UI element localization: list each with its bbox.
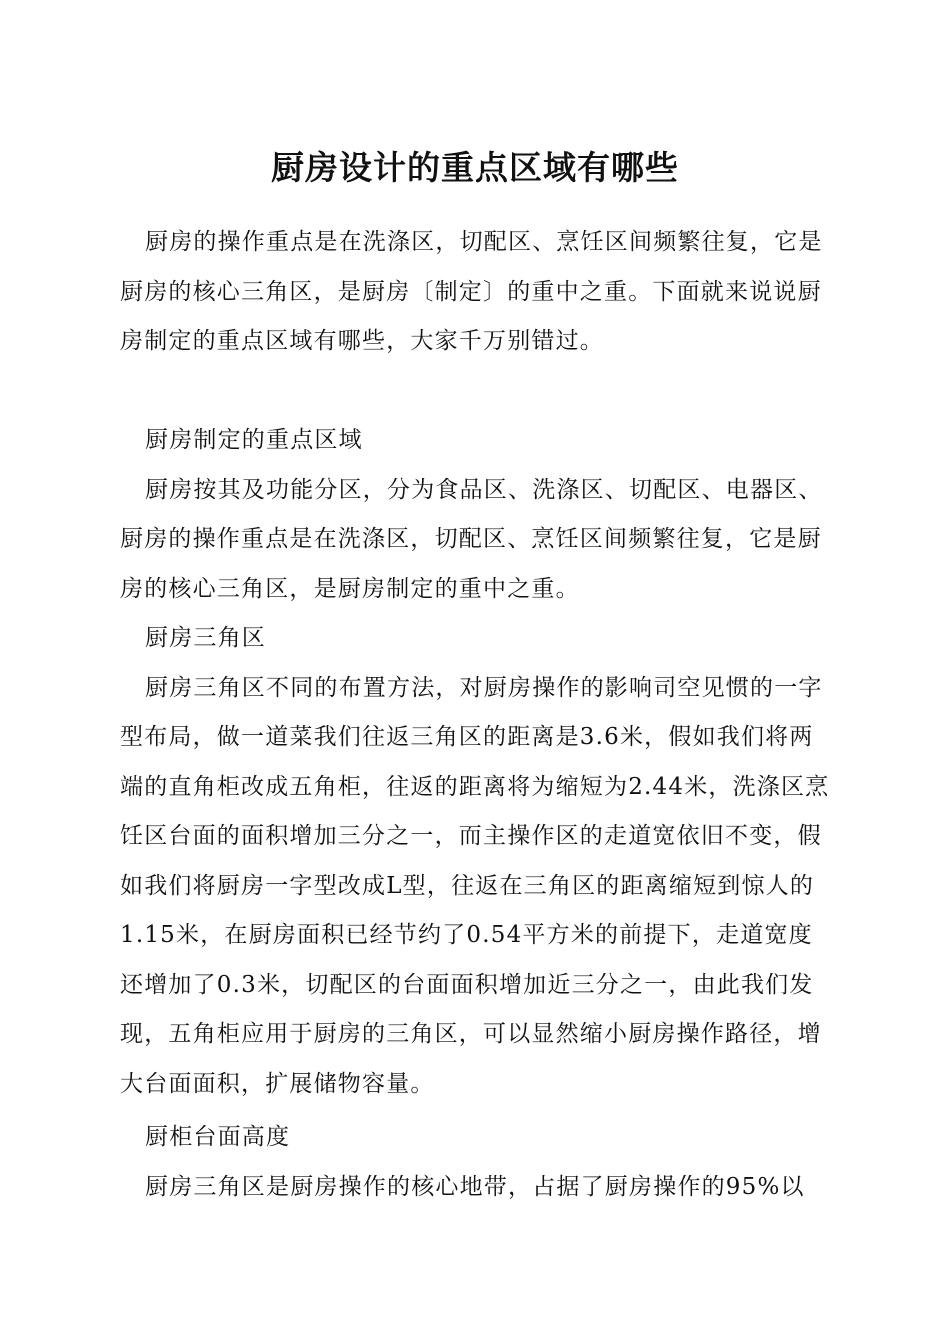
section-2 xyxy=(120,614,832,1109)
section-paragraph: 厨房按其及功能分区，分为食品区、洗涤区、切配区、电器区、厨房的操作重点是在洗涤区，切配区、烹饪区间频繁往复，它是厨房的核心三角区，是厨房制定的重中之重。 xyxy=(120,476,823,602)
intro-block xyxy=(120,218,832,367)
section-heading: 厨房制定的重点区域 xyxy=(145,427,363,453)
document-title: 厨房设计的重点区域有哪些 xyxy=(271,148,679,187)
section-heading: 厨房三角区 xyxy=(145,625,266,651)
section-3 xyxy=(120,1113,832,1212)
section-paragraph: 厨房三角区是厨房操作的核心地带，占据了厨房操作的95%以 xyxy=(145,1173,805,1200)
section-paragraph: 厨房三角区不同的布置方法，对厨房操作的影响司空见惯的一字型布局，做一道菜我们往返三角区的距离是3.6米，假如我们将两端的直角柜改成五角柜，往返的距离将为缩短为2.44米，洗涤区烹饪区台面的面积增加三分之一，而主操作区的走道宽依旧不变，假如我们将厨房一字型改成L型，往返在三角区的距离缩短到惊人的1.15米，在厨房面积已经节约了0.54平方米的前提下，走道宽度还增加了0.3米，切配区的台面面积增加近三分之一，由此我们发现，五角柜应用于厨房的三角区，可以显然缩小厨房操作路径，增大台面面积，扩展储物容量。 xyxy=(120,674,830,1097)
section-heading: 厨柜台面高度 xyxy=(145,1124,291,1150)
section-1 xyxy=(120,416,832,614)
intro-paragraph: 厨房的操作重点是在洗涤区，切配区、烹饪区间频繁往复，它是厨房的核心三角区，是厨房〔制定〕的重中之重。下面就来说说厨房制定的重点区域有哪些，大家千万别错过。 xyxy=(120,229,823,354)
